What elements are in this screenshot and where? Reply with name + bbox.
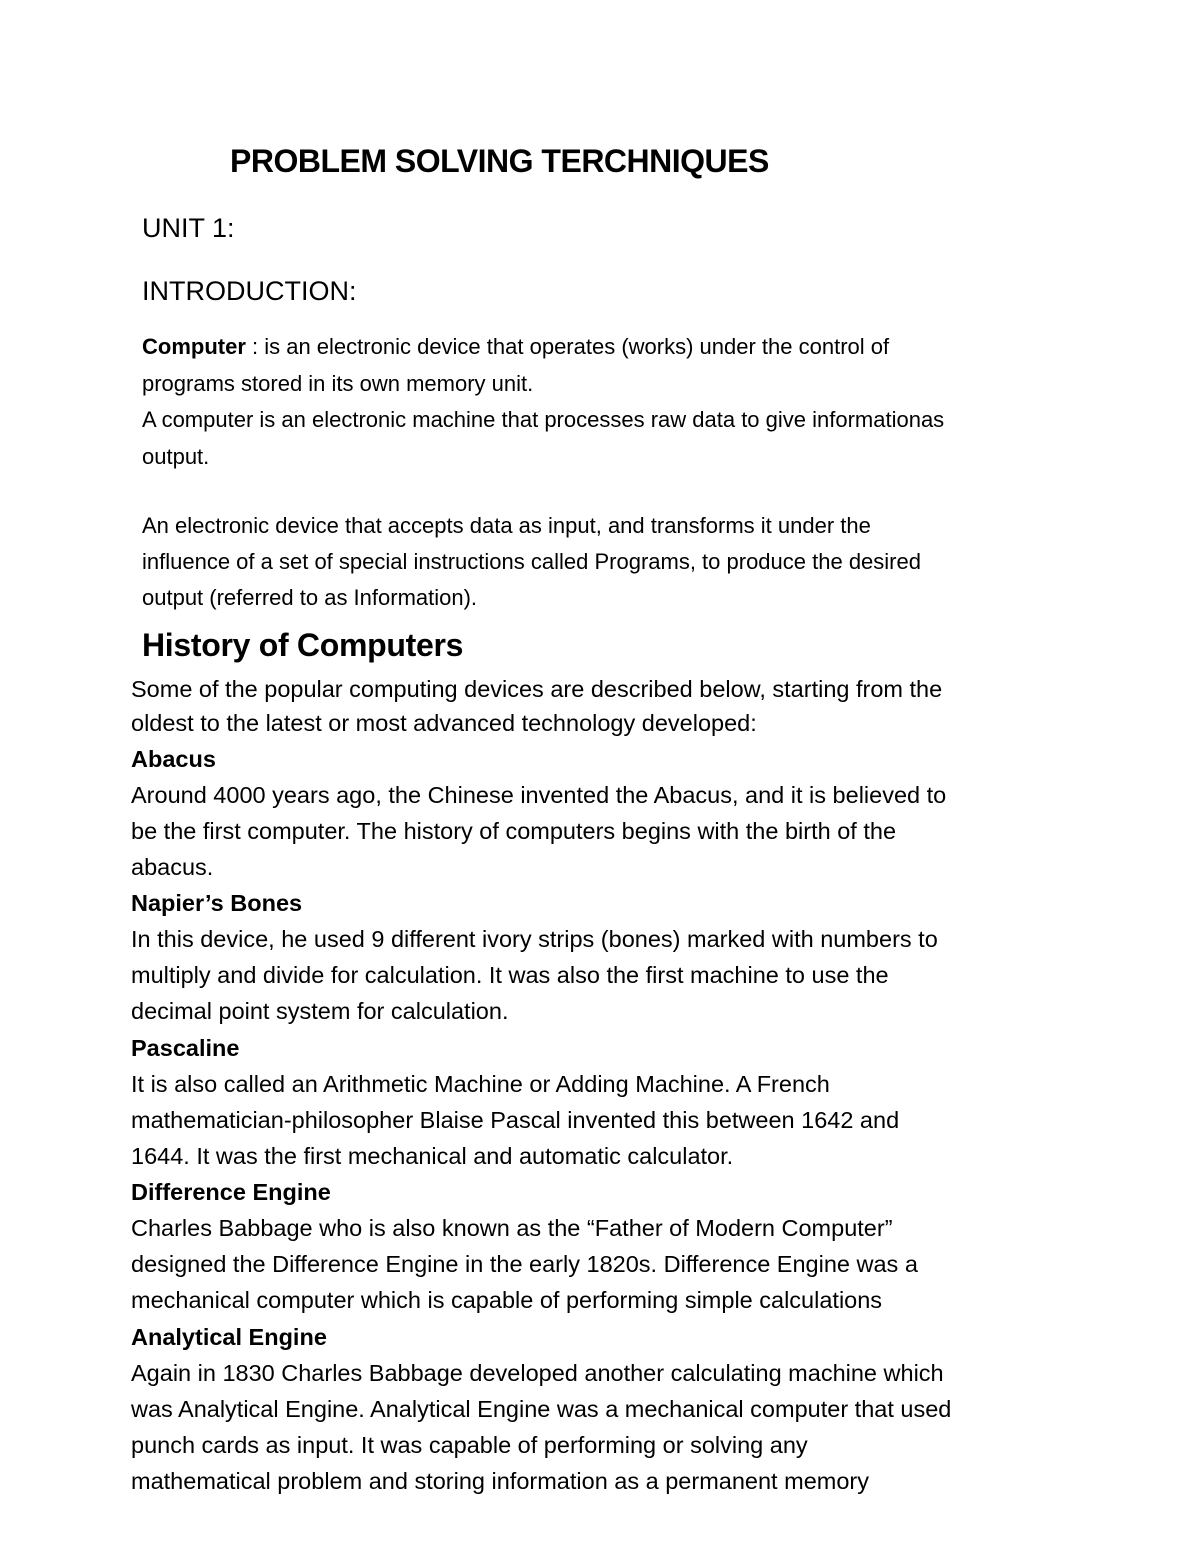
abacus-line-2: be the first computer. The history of computers begins with the birth of the: [131, 818, 897, 844]
history-heading: History of Computers: [142, 627, 464, 663]
section-heading-pascaline: Pascaline: [131, 1035, 240, 1061]
electronic-device-line-2: influence of a set of special instructions called Programs, to produce the desired: [142, 549, 921, 574]
analytical-engine-line-3: punch cards as input. It was capable of performing or solving any: [131, 1432, 808, 1458]
section-heading-napiers-bones: Napier’s Bones: [131, 890, 303, 916]
electronic-device-line-1: An electronic device that accepts data as input, and transforms it under the: [142, 513, 871, 538]
section-heading-difference-engine: Difference Engine: [131, 1179, 331, 1205]
computer-definition-line-2: programs stored in its own memory unit.: [142, 371, 534, 396]
pascaline-line-3: 1644. It was the first mechanical and automatic calculator.: [131, 1143, 734, 1169]
difference-engine-line-2: designed the Difference Engine in the early 1820s. Difference Engine was a: [131, 1251, 918, 1277]
section-heading-analytical-engine: Analytical Engine: [131, 1324, 327, 1350]
difference-engine-line-1: Charles Babbage who is also known as the “Father of Modern Computer”: [131, 1215, 893, 1241]
electronic-device-line-3: output (referred to as Information).: [142, 585, 478, 610]
difference-engine-line-3: mechanical computer which is capable of performing simple calculations: [131, 1287, 883, 1313]
pascaline-line-1: It is also called an Arithmetic Machine or Adding Machine. A French: [131, 1071, 830, 1097]
computer-definition-text: : is an electronic device that operates (works) under the control of: [245, 334, 890, 359]
history-intro-line-1: Some of the popular computing devices are described below, starting from the: [131, 676, 943, 702]
history-intro-line-2: oldest to the latest or most advanced technology developed:: [131, 710, 757, 736]
introduction-heading: INTRODUCTION:: [142, 276, 357, 306]
analytical-engine-line-1: Again in 1830 Charles Babbage developed another calculating machine which: [131, 1360, 944, 1386]
document-title: PROBLEM SOLVING TERCHNIQUES: [230, 143, 769, 179]
napiers-bones-line-2: multiply and divide for calculation. It was also the first machine to use the: [131, 962, 889, 988]
unit-heading: UNIT 1:: [142, 213, 235, 243]
abacus-line-1: Around 4000 years ago, the Chinese invented the Abacus, and it is believed to: [131, 782, 947, 808]
section-heading-abacus: Abacus: [131, 746, 216, 772]
pascaline-line-2: mathematician-philosopher Blaise Pascal invented this between 1642 and: [131, 1107, 900, 1133]
napiers-bones-line-3: decimal point system for calculation.: [131, 998, 509, 1024]
analytical-engine-line-2: was Analytical Engine. Analytical Engine was a mechanical computer that used: [131, 1396, 952, 1422]
napiers-bones-line-1: In this device, he used 9 different ivory strips (bones) marked with numbers to: [131, 926, 938, 952]
computer-definition-line-4: output.: [142, 444, 210, 469]
computer-definition-line-1: [142, 330, 889, 364]
computer-term: Computer: [142, 334, 246, 359]
analytical-engine-line-4: mathematical problem and storing information as a permanent memory: [131, 1468, 869, 1494]
abacus-line-3: abacus.: [131, 854, 214, 880]
computer-definition-line-3: A computer is an electronic machine that processes raw data to give informationas: [142, 407, 945, 432]
